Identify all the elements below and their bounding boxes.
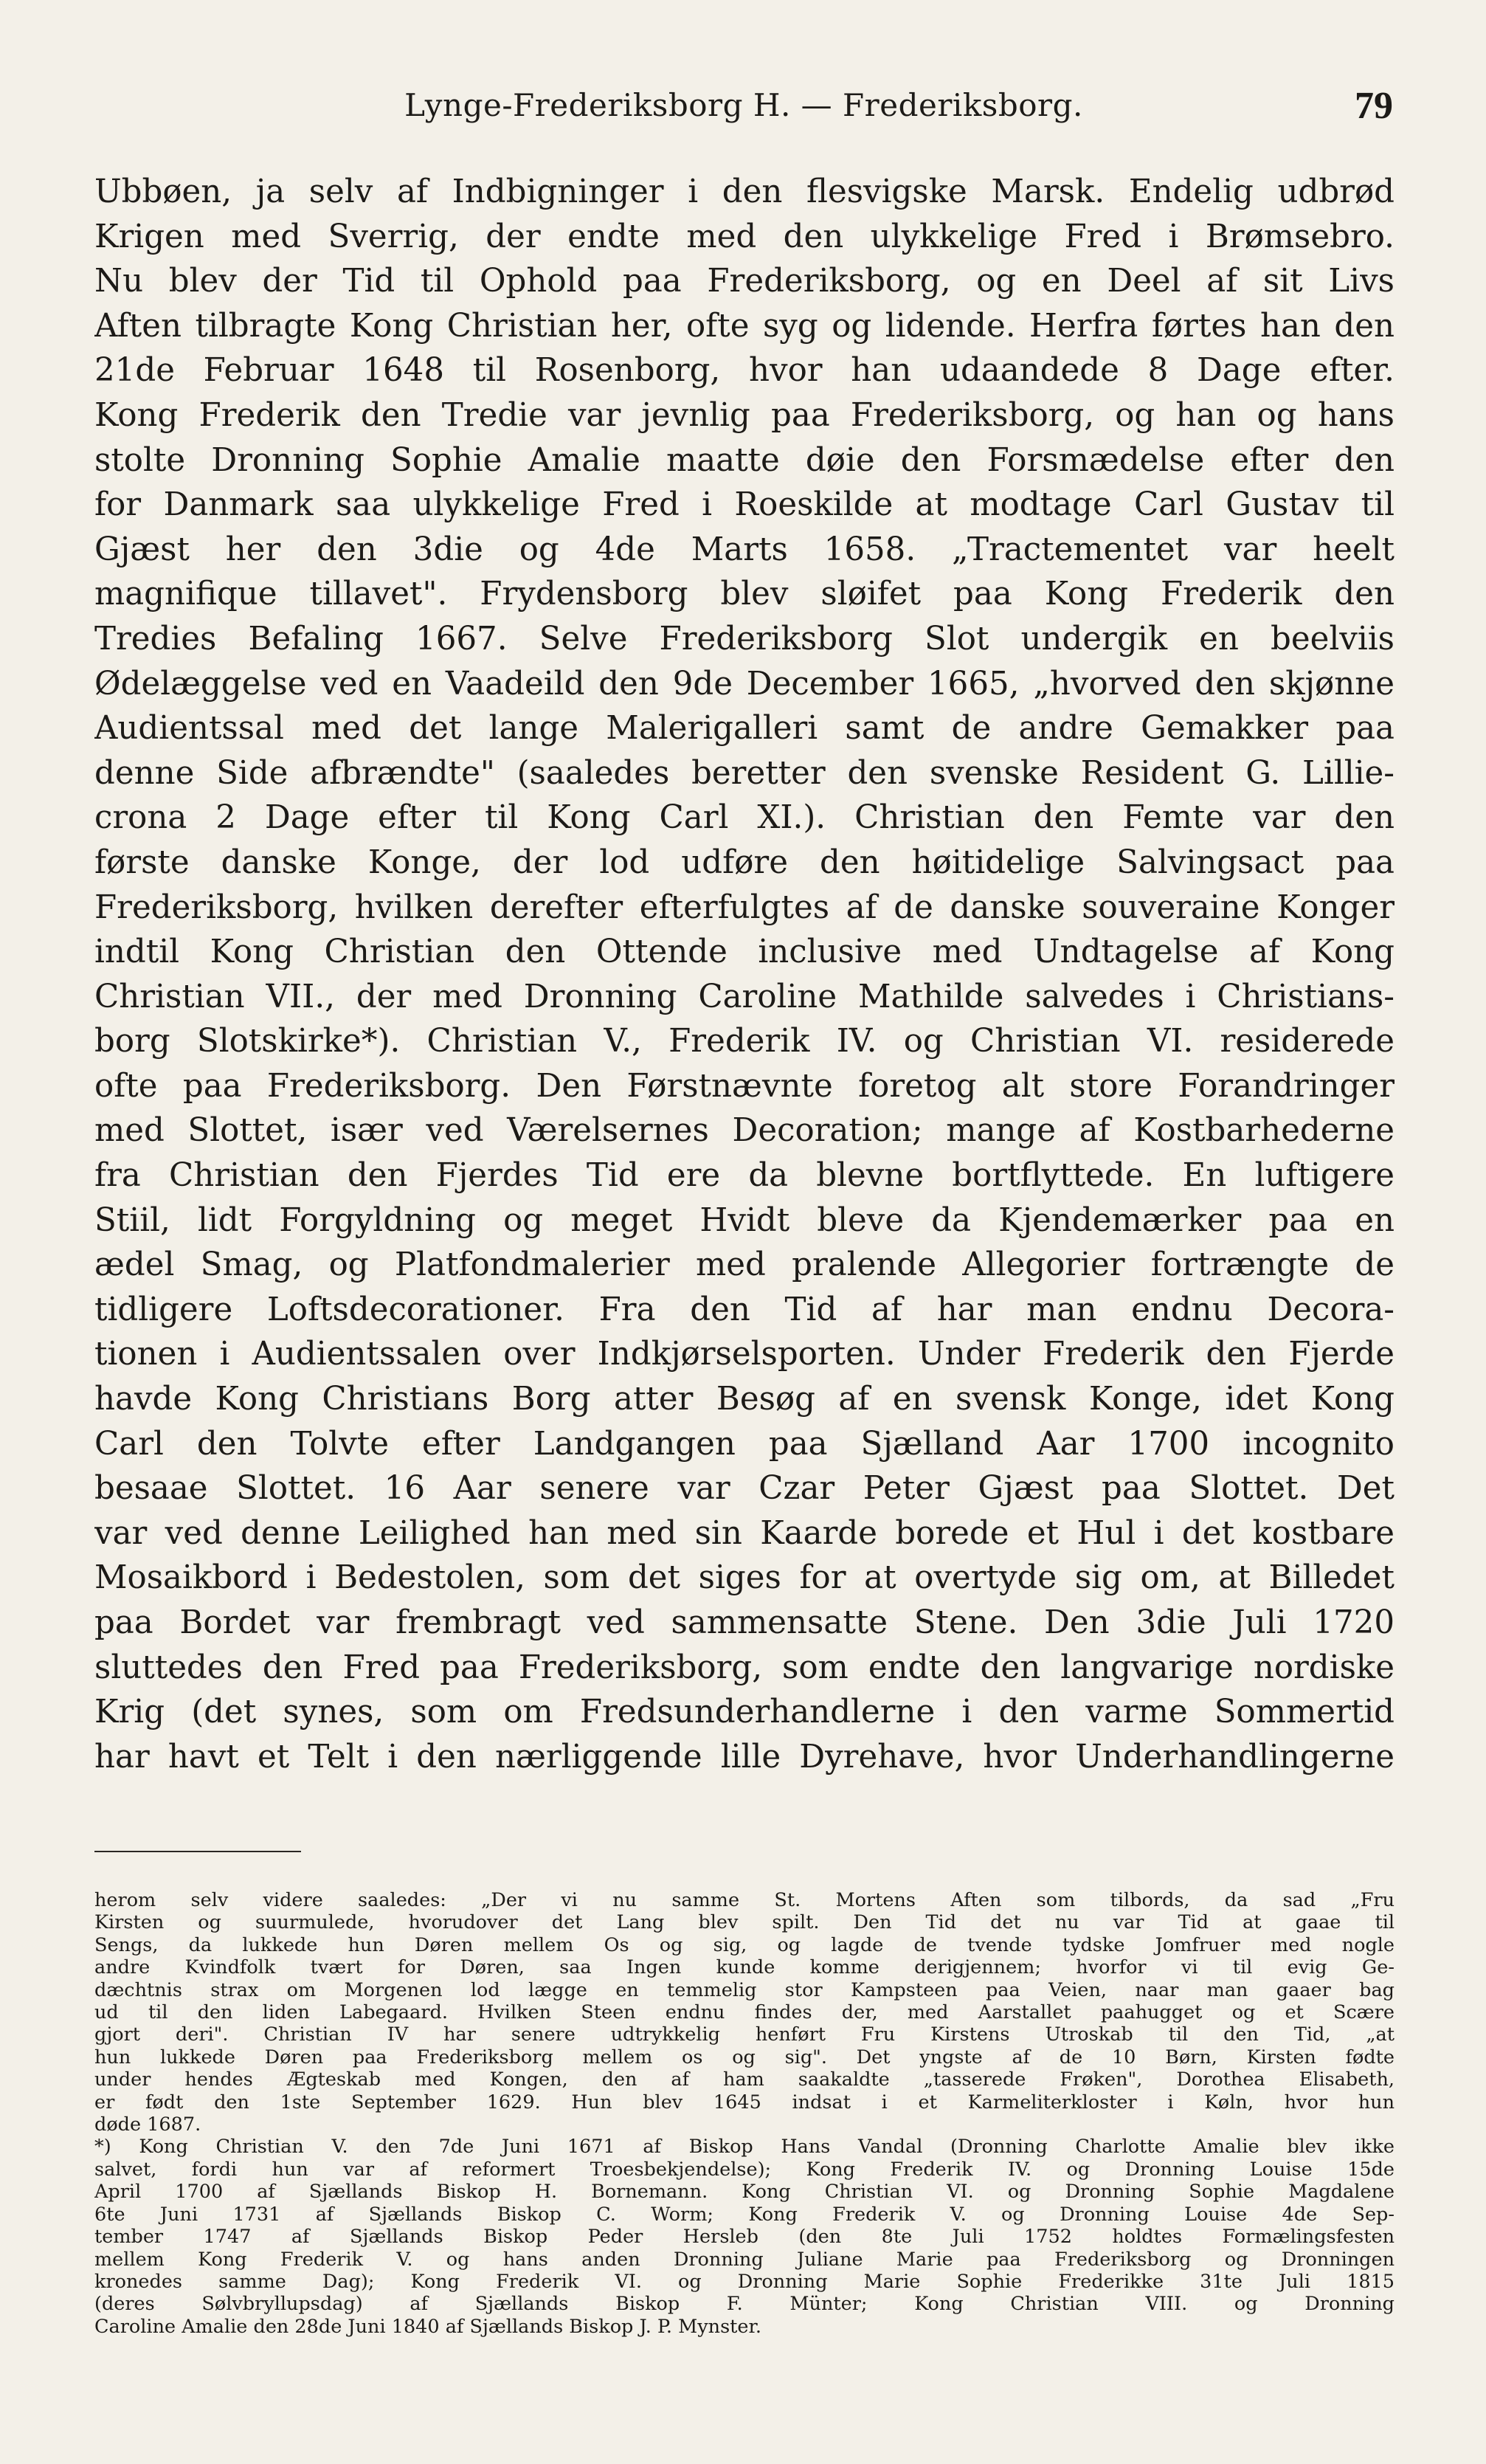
footnote-line: døde 1687. xyxy=(94,2113,201,2136)
text-line: har havt et Telt i den nærliggende lille Dyrehave, hvor Underhandlingerne xyxy=(94,1738,1395,1775)
text-line: ofte paa Frederiksborg. Den Førstnævnte foretog alt store Forandringer xyxy=(94,1067,1395,1105)
footnote-line: mellem Kong Frederik V. og hans anden Dronning Juliane Marie paa Frederiksborg og Dronningen xyxy=(94,2248,1395,2271)
footnote-line: 6te Juni 1731 af Sjællands Biskop C. Worm; Kong Frederik V. og Dronning Louise 4de Sep- xyxy=(94,2203,1395,2226)
text-line: Krigen med Sverrig, der endte med den ulykkelige Fred i Brømsebro. xyxy=(94,218,1395,255)
text-line: Audientssal med det lange Malerigalleri samt de andre Gemakker paa xyxy=(94,710,1395,748)
text-line: havde Kong Christians Borg atter Besøg af en svensk Konge, idet Kong xyxy=(94,1381,1395,1418)
text-line: Stiil, lidt Forgyldning og meget Hvidt bleve da Kjendemærker paa en xyxy=(94,1201,1395,1239)
footnote-line: *) Kong Christian V. den 7de Juni 1671 af Biskop Hans Vandal (Dronning Charlotte Amalie blev ikke xyxy=(94,2136,1395,2158)
text-line: crona 2 Dage efter til Kong Carl XI.). Christian den Femte var den xyxy=(94,799,1395,837)
text-line: indtil Kong Christian den Ottende inclusive med Undtagelse af Kong xyxy=(94,934,1395,971)
text-line: for Danmark saa ulykkelige Fred i Roeskilde at modtage Carl Gustav til xyxy=(94,486,1395,524)
text-line: tionen i Audientssalen over Indkjørselsporten. Under Frederik den Fjerde xyxy=(94,1336,1395,1373)
text-line: Ødelæggelse ved en Vaadeild den 9de December 1665, „hvorved den skjønne xyxy=(94,665,1395,703)
text-line: tidligere Loftsdecorationer. Fra den Tid af har man endnu Decora- xyxy=(94,1291,1395,1328)
footnotes xyxy=(94,1889,1395,2338)
footnote-line: hun lukkede Døren paa Frederiksborg mellem os og sig". Det yngste af de 10 Børn, Kirsten fødte xyxy=(94,2046,1395,2068)
text-line: Kong Frederik den Tredie var jevnlig paa Frederiksborg, og han og hans xyxy=(94,396,1395,434)
text-line: stolte Dronning Sophie Amalie maatte døie den Forsmædelse efter den xyxy=(94,441,1395,479)
text-line: Krig (det synes, som om Fredsunderhandlerne i den varme Sommertid xyxy=(94,1694,1395,1731)
text-line: Carl den Tolvte efter Landgangen paa Sjælland Aar 1700 incognito xyxy=(94,1425,1395,1463)
footnote-line: dæchtnis strax om Morgenen lod lægge en temmelig stor Kampsteen paa Veien, naar man gaaer bag xyxy=(94,1978,1395,2001)
text-line: Nu blev der Tid til Ophold paa Frederiksborg, og en Deel af sit Livs xyxy=(94,263,1395,300)
text-line: med Slottet, især ved Værelsernes Decoration; mange af Kostbarhederne xyxy=(94,1112,1395,1150)
footnote-line: gjort deri". Christian IV har senere udtrykkelig henført Fru Kirstens Utroskab til den Tid, „at xyxy=(94,2023,1395,2046)
page-number: 79 xyxy=(1355,85,1393,127)
text-line: sluttedes den Fred paa Frederiksborg, som endte den langvarige nordiske xyxy=(94,1649,1395,1686)
text-line: Frederiksborg, hvilken derefter efterfulgtes af de danske souveraine Konger xyxy=(94,888,1395,926)
footnote-divider xyxy=(94,1851,301,1852)
text-line: første danske Konge, der lod udføre den høitidelige Salvingsact paa xyxy=(94,843,1395,881)
text-line: borg Slotskirke*). Christian V., Frederik IV. og Christian VI. residerede xyxy=(94,1023,1395,1060)
running-head xyxy=(94,87,1393,131)
text-line: var ved denne Leilighed han med sin Kaarde borede et Hul i det kostbare xyxy=(94,1514,1395,1552)
footnote-line: herom selv videre saaledes: „Der vi nu samme St. Mortens Aften som tilbords, da sad „Fru xyxy=(94,1889,1395,1911)
footnote-continued xyxy=(94,1889,1395,2136)
text-line: fra Christian den Fjerdes Tid ere da blevne bortflyttede. En luftigere xyxy=(94,1157,1395,1195)
text-line: ædel Smag, og Platfondmalerier med pralende Allegorier fortrængte de xyxy=(94,1246,1395,1284)
footnote-asterisk xyxy=(94,2136,1395,2338)
footnote-line: salvet, fordi hun var af reformert Troesbekjendelse); Kong Frederik IV. og Dronning Louise 15de xyxy=(94,2158,1395,2181)
text-line: Ubbøen, ja selv af Indbigninger i den flesvigske Marsk. Endelig udbrød xyxy=(94,173,1395,210)
running-title: Lynge-Frederiksborg H. — Frederiksborg. xyxy=(404,87,1083,123)
footnote-line: Kirsten og suurmulede, hvorudover det Lang blev spilt. Den Tid det nu var Tid at gaae til xyxy=(94,1911,1395,1934)
text-line: magnifique tillavet". Frydensborg blev sløifet paa Kong Frederik den xyxy=(94,576,1395,613)
text-line: Mosaikbord i Bedestolen, som det siges for at overtyde sig om, at Billedet xyxy=(94,1559,1395,1597)
footnote-line: under hendes Ægteskab med Kongen, den af ham saakaldte „tasserede Frøken", Dorothea Elisabeth, xyxy=(94,2068,1395,2091)
footnote-line: er født den 1ste September 1629. Hun blev 1645 indsat i et Karmeliterkloster i Køln, hvor hun xyxy=(94,2091,1395,2113)
footnote-line: April 1700 af Sjællands Biskop H. Bornemann. Kong Christian VI. og Dronning Sophie Magdalene xyxy=(94,2181,1395,2204)
text-line: Gjæst her den 3die og 4de Marts 1658. „Tractementet var heelt xyxy=(94,531,1395,568)
footnote-line: Caroline Amalie den 28de Juni 1840 af Sjællands Biskop J. P. Mynster. xyxy=(94,2315,762,2338)
footnote-line: ud til den liden Labegaard. Hvilken Steen endnu findes der, med Aarstallet paahugget og et Scære xyxy=(94,2001,1395,2024)
footnote-line: tember 1747 af Sjællands Biskop Peder Hersleb (den 8te Juli 1752 holdtes Formælingsfesten xyxy=(94,2226,1395,2249)
footnote-line: andre Kvindfolk tvært for Døren, saa Ingen kunde komme derigjennem; hvorfor vi til evig Ge- xyxy=(94,1956,1395,1979)
text-line: Christian VII., der med Dronning Caroline Mathilde salvedes i Christians- xyxy=(94,978,1395,1015)
text-line: denne Side afbrændte" (saaledes beretter den svenske Resident G. Lillie- xyxy=(94,754,1395,792)
text-line: Aften tilbragte Kong Christian her, ofte syg og lidende. Herfra førtes han den xyxy=(94,307,1395,345)
text-line: besaae Slottet. 16 Aar senere var Czar Peter Gjæst paa Slottet. Det xyxy=(94,1470,1395,1508)
text-line: Tredies Befaling 1667. Selve Frederiksborg Slot undergik en beelviis xyxy=(94,620,1395,658)
text-line: 21de Februar 1648 til Rosenborg, hvor han udaandede 8 Dage efter. xyxy=(94,352,1395,390)
footnote-line: (deres Sølvbryllupsdag) af Sjællands Biskop F. Münter; Kong Christian VIII. og Dronning xyxy=(94,2293,1395,2316)
footnote-line: kronedes samme Dag); Kong Frederik VI. og Dronning Marie Sophie Frederikke 31te Juli 1815 xyxy=(94,2270,1395,2293)
main-text xyxy=(94,170,1395,1779)
text-line: paa Bordet var frembragt ved sammensatte Stene. Den 3die Juli 1720 xyxy=(94,1604,1395,1641)
footnote-line: Sengs, da lukkede hun Døren mellem Os og sig, og lagde de tvende tydske Jomfruer med nogle xyxy=(94,1933,1395,1956)
